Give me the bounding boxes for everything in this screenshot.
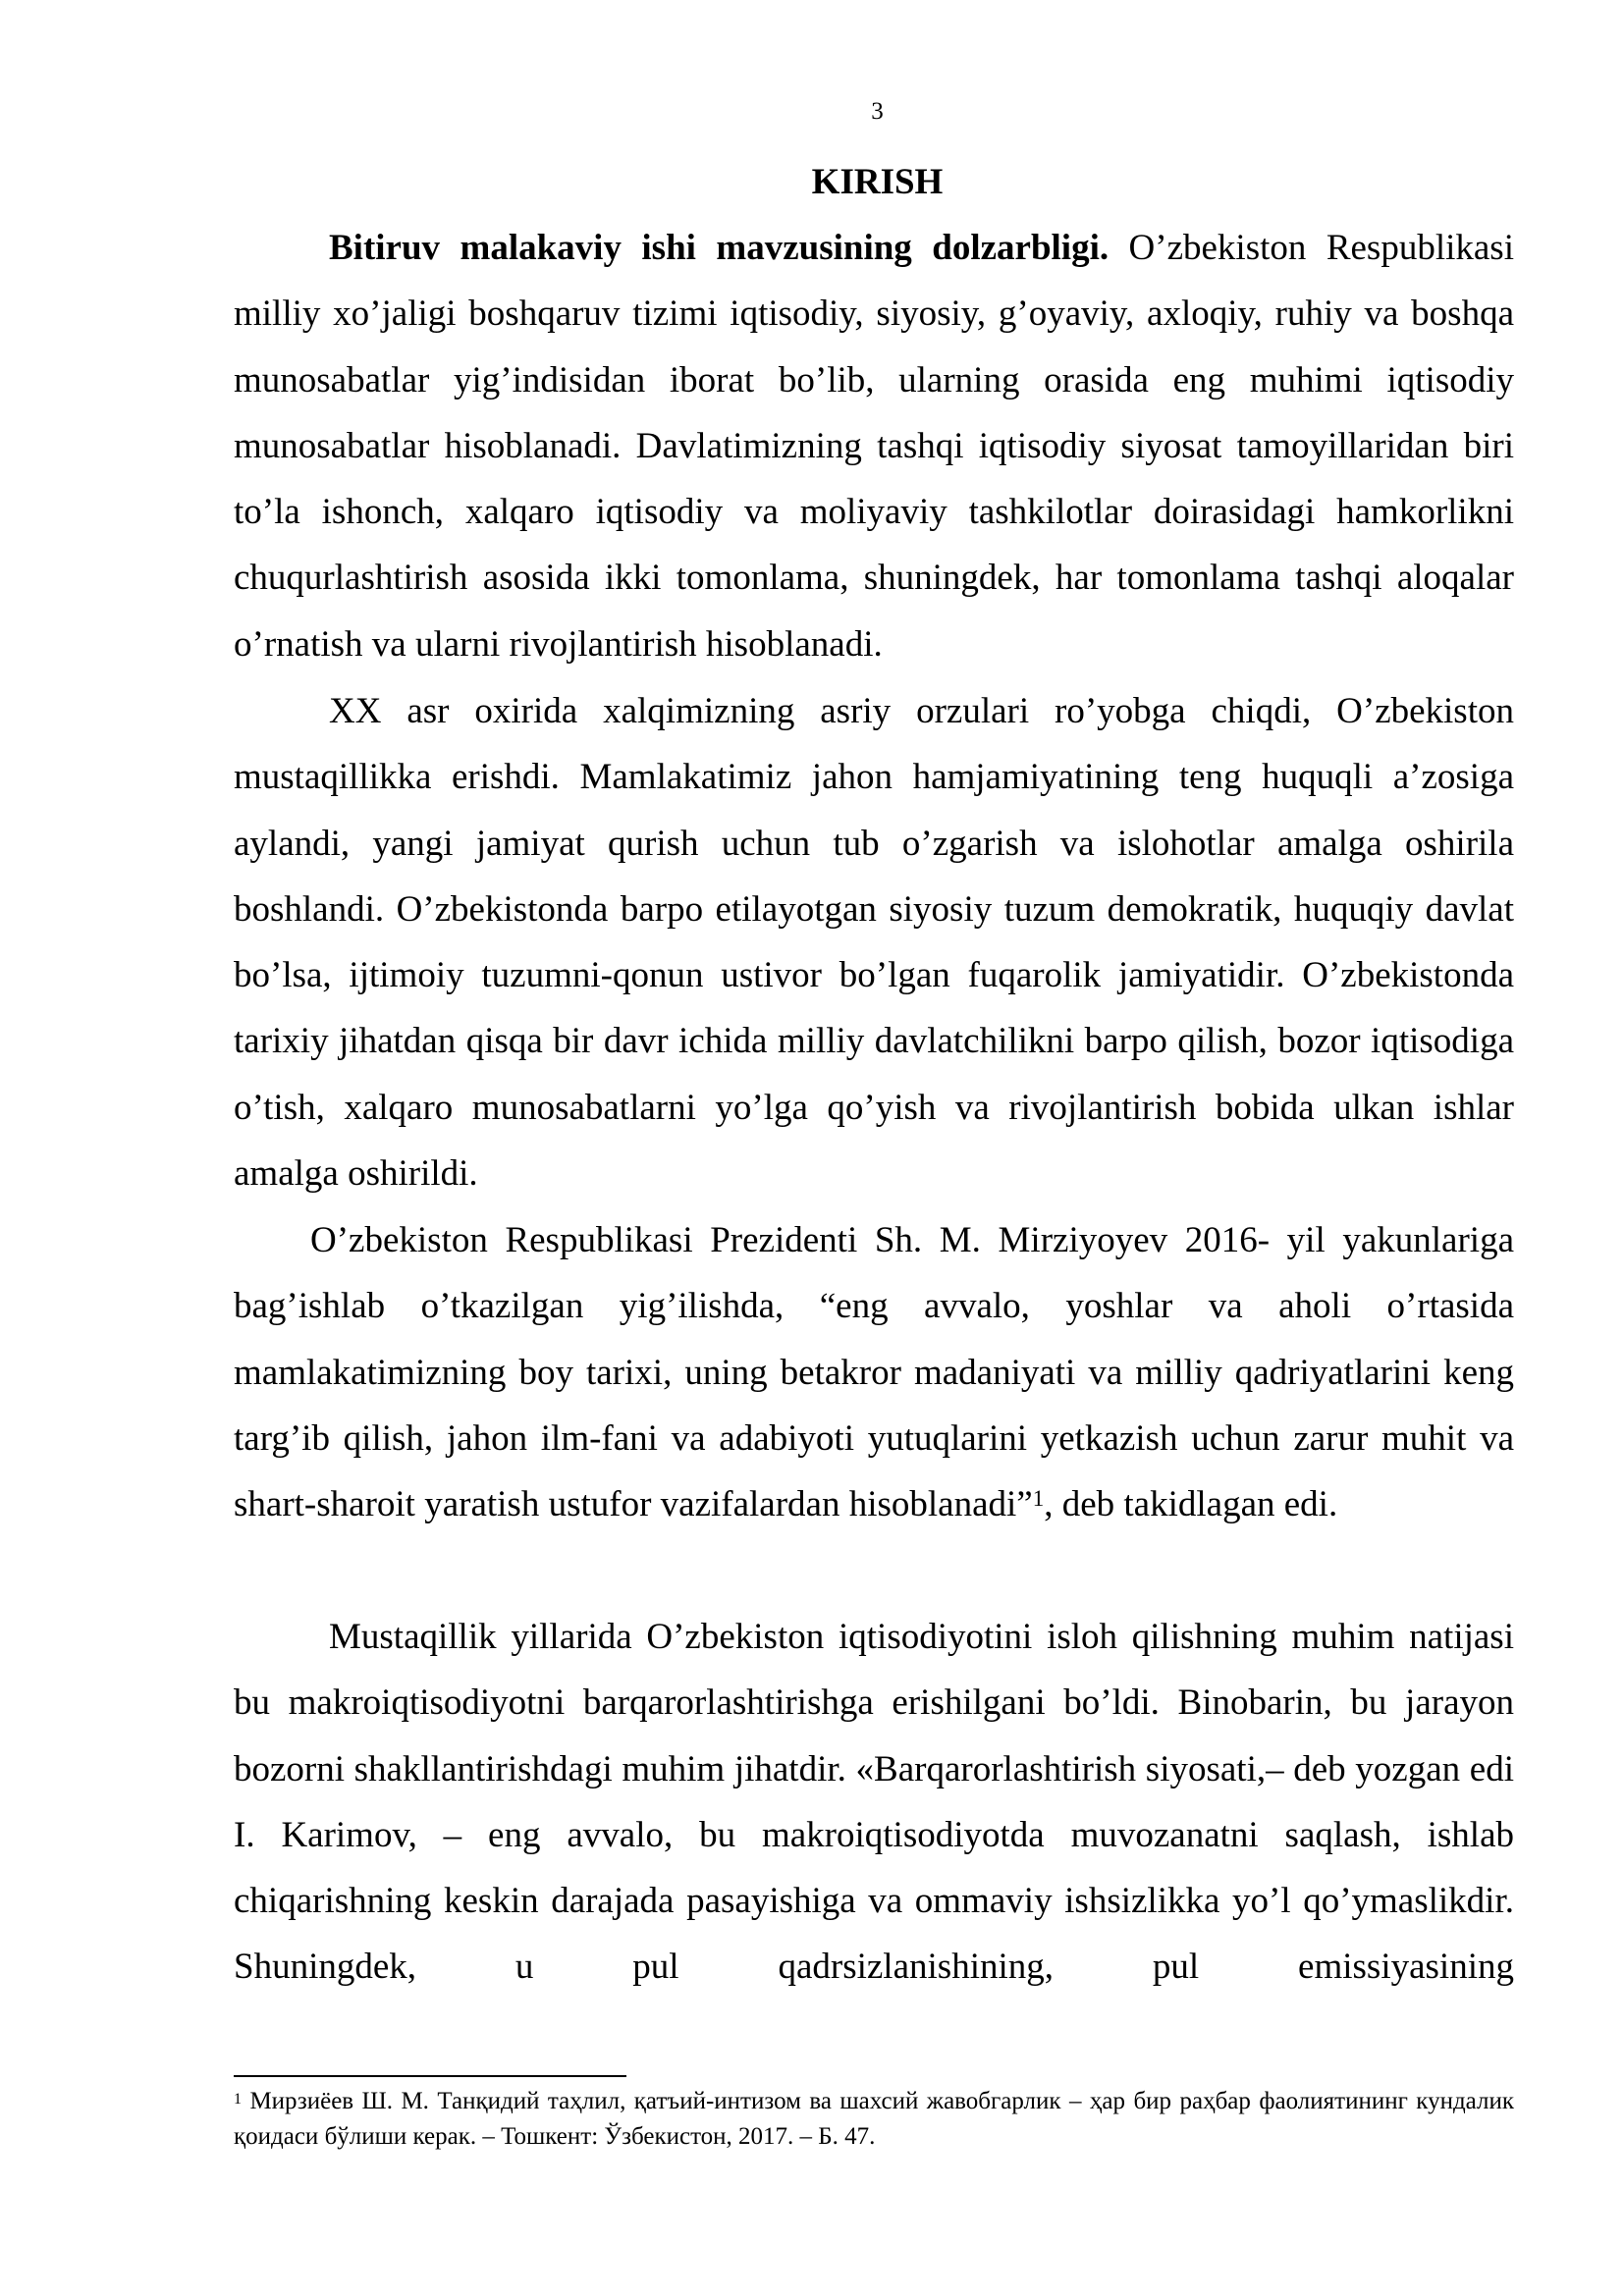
- paragraph-1-bold-lead: Bitiruv malakaviy ishi mavzusining dolzarbligi.: [329, 228, 1110, 268]
- paragraph-1-text: O’zbekiston Respublikasi milliy xo’jaligi boshqaruv tizimi iqtisodiy, siyosiy, g’oyaviy, axloqiy, ruhiy va boshqa munosabatlar yig’indisidan iborat bo’lib, ularning orasida eng muhimi iqtisodiy munosabatlar hisoblanadi. Davlatimizning tashqi iqtisodiy siyosat tamoyillaridan biri to’la ishonch, xalqaro iqtisodiy va moliyaviy tashkilotlar doirasidagi hamkorlikni chuqurlashtirish asosida ikki tomonlama, shuningdek, har tomonlama tashqi aloqalar o’rnatish va ularni rivojlantirish hisoblanadi.: [234, 228, 1514, 665]
- paragraph-3: [234, 1207, 1514, 1537]
- paragraph-1: [234, 215, 1514, 677]
- paragraph-2-text: XX asr oxirida xalqimizning asriy orzulari ro’yobga chiqdi, O’zbekiston mustaqillikka erishdi. Mamlakatimiz jahon hamjamiyatining teng huquqli a’zosiga aylandi, yangi jamiyat qurish uchun tub o’zgarish va islohotlar amalga oshirila boshlandi. O’zbekistonda barpo etilayotgan siyosiy tuzum demokratik, huquqiy davlat bo’lsa, ijtimoiy tuzumni-qonun ustivor bo’lgan fuqarolik jamiyatidir. O’zbekistonda tarixiy jihatdan qisqa bir davr ichida milliy davlatchilikni barpo qilish, bozor iqtisodiga o’tish, xalqaro munosabatlarni yo’lga qo’yish va rivojlantirish bobida ulkan ishlar amalga oshirildi.: [234, 691, 1514, 1195]
- paragraph-3-text: O’zbekiston Respublikasi Prezidenti Sh. M. Mirziyoyev 2016- yil yakunlariga bag’ishlab o’tkazilgan yig’ilishda, “eng avvalo, yoshlar va aholi o’rtasida mamlakatimizning boy tarixi, uning betakror madaniyati va milliy qadriyatlarini keng targ’ib qilish, jahon ilm-fani va adabiyoti yutuqlarini yetkazish uchun zarur muhit va shart-sharoit yaratish ustufor vazifalardan hisoblanadi”: [234, 1220, 1514, 1525]
- footnote-separator: [234, 2075, 626, 2077]
- paragraph-3-text-end: , deb takidlagan edi.: [1044, 1484, 1338, 1525]
- footnote: [234, 2084, 1514, 2155]
- section-heading: KIRISH: [811, 162, 944, 202]
- footnote-text: Мирзиёев Ш. М. Танқидий таҳлил, қатъий-интизом ва шахсий жавобгарлик – ҳар бир раҳбар фаолиятининг кундалик қоидаси бўлиши керак. – Тошкент: Ўзбекистон, 2017. – Б. 47.: [234, 2088, 1514, 2150]
- paragraph-4: [234, 1604, 1514, 2001]
- footnote-mark: 1: [234, 2091, 242, 2108]
- page-number: 3: [871, 98, 884, 125]
- paragraph-4-text: Mustaqillik yillarida O’zbekiston iqtisodiyotini isloh qilishning muhim natijasi bu makroiqtisodiyotni barqarorlashtirishga erishilgani bo’ldi. Binobarin, bu jarayon bozorni shakllantirishdagi muhim jihatdir. «Barqarorlashtirish siyosati,– deb yozgan edi I. Karimov, – eng avvalo, bu makroiqtisodiyotda muvozanatni saqlash, ishlab chiqarishning keskin darajada pasayishiga va ommaviy ishsizlikka yo’l qo’ymaslikdir. Shuningdek, u pul qadrsizlanishining, pul emissiyasining: [234, 1617, 1514, 1988]
- paragraph-2: [234, 678, 1514, 1206]
- footnote-reference: 1: [1032, 1486, 1045, 1512]
